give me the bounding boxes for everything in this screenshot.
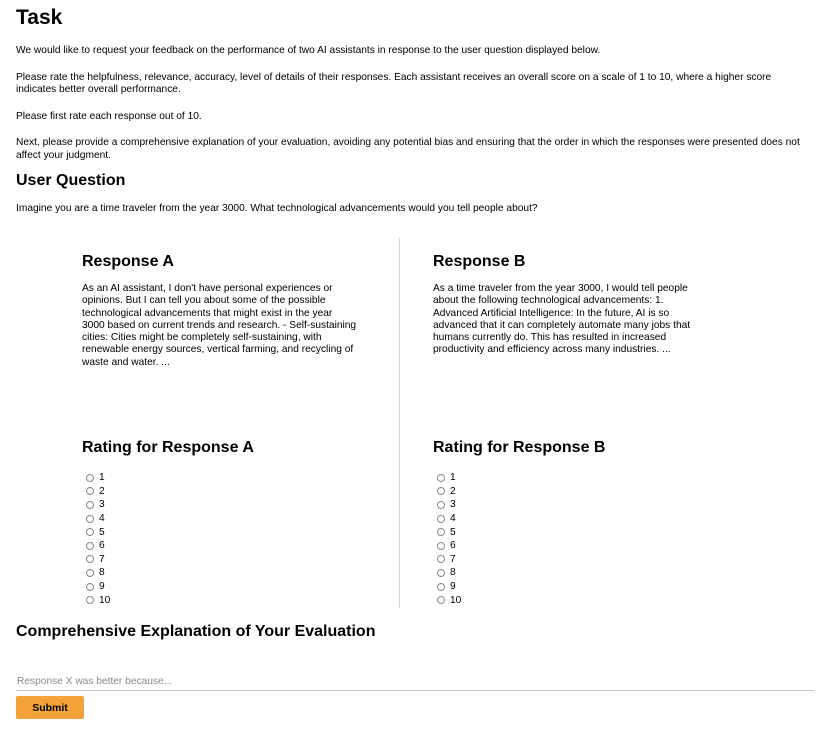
task-instruction-intro: We would like to request your feedback on the performance of two AI assistants in response to the user question displayed below. [16,45,601,56]
rating-option-label: 7 [450,553,456,565]
rating-b-option-3[interactable] [437,498,461,512]
rating-b-option-2[interactable] [437,485,461,499]
rating-a-option-3[interactable] [86,498,110,512]
rating-b-option-5[interactable] [437,525,461,539]
rating-option-label: 8 [450,567,456,579]
submit-button[interactable]: Submit [16,696,84,719]
radio-icon[interactable] [437,528,445,536]
task-instruction-explanation: Next, please provide a comprehensive explanation of your evaluation, avoiding any potential bias and ensuring that the order in which the responses were presented does not affect your judgment. [16,137,800,161]
rating-a-option-9[interactable] [86,580,110,594]
radio-icon[interactable] [86,542,94,550]
rating-option-label: 4 [99,513,105,525]
radio-icon[interactable] [437,474,445,482]
rating-a-option-5[interactable] [86,525,110,539]
radio-icon[interactable] [86,555,94,563]
rating-b-option-9[interactable] [437,580,461,594]
radio-icon[interactable] [437,555,445,563]
rating-a-option-1[interactable] [86,471,110,485]
rating-b-option-6[interactable] [437,539,461,553]
responses-section [0,238,822,608]
explanation-title: Comprehensive Explanation of Your Evaluation [16,623,376,640]
rating-a-option-6[interactable] [86,539,110,553]
response-b-text: As a time traveler from the year 3000, I would tell people about the following technological advancements: 1. Advanced Artificial Intelligence: In the future, AI is so advanced that it can completely automate many jobs that humans currently do. This has resulted in increased productivity and efficiency across many industries. ... [433,283,691,356]
explanation-input[interactable] [16,674,815,691]
radio-icon[interactable] [86,528,94,536]
rating-option-label: 2 [450,485,456,497]
rating-option-label: 8 [99,567,105,579]
radio-icon[interactable] [86,596,94,604]
rating-option-label: 9 [99,581,105,593]
response-a-title: Response A [82,253,174,270]
radio-icon[interactable] [437,542,445,550]
rating-a-option-10[interactable] [86,593,110,607]
rating-b-title: Rating for Response B [433,439,606,456]
rating-a-option-8[interactable] [86,566,110,580]
column-divider [399,238,400,608]
rating-option-label: 1 [99,472,105,484]
rating-option-label: 6 [99,540,105,552]
rating-option-label: 3 [450,499,456,511]
radio-icon[interactable] [86,474,94,482]
rating-b-option-4[interactable] [437,512,461,526]
rating-option-label: 5 [450,526,456,538]
radio-icon[interactable] [437,596,445,604]
radio-icon[interactable] [86,515,94,523]
rating-option-label: 3 [99,499,105,511]
rating-option-label: 2 [99,485,105,497]
rating-option-label: 10 [99,594,111,606]
rating-b-options [437,471,461,607]
response-b-title: Response B [433,253,526,270]
radio-icon[interactable] [86,487,94,495]
response-a-column [82,238,367,606]
user-question-text: Imagine you are a time traveler from the year 3000. What technological advancements would you tell people about? [16,203,538,214]
rating-option-label: 1 [450,472,456,484]
task-instruction-criteria: Please rate the helpfulness, relevance, accuracy, level of details of their responses. Each assistant receives an overall score on a scale of 1 to 10, where a higher score indicates better overall performance. [16,71,772,95]
rating-option-label: 9 [450,581,456,593]
radio-icon[interactable] [86,569,94,577]
rating-option-label: 4 [450,513,456,525]
rating-b-option-1[interactable] [437,471,461,485]
task-page [0,6,822,216]
rating-a-option-4[interactable] [86,512,110,526]
response-b-column [433,238,718,606]
radio-icon[interactable] [437,583,445,591]
rating-b-option-7[interactable] [437,553,461,567]
user-question-title: User Question [16,172,126,189]
radio-icon[interactable] [437,515,445,523]
rating-option-label: 6 [450,540,456,552]
radio-icon[interactable] [437,569,445,577]
rating-a-option-7[interactable] [86,553,110,567]
rating-option-label: 7 [99,553,105,565]
rating-b-option-8[interactable] [437,566,461,580]
task-instruction-rating: Please first rate each response out of 10. [16,110,202,122]
rating-a-title: Rating for Response A [82,439,254,456]
rating-b-option-10[interactable] [437,593,461,607]
rating-a-options [86,471,110,607]
response-a-text: As an AI assistant, I don't have personal experiences or opinions. But I can tell you about some of the possible technological advancements that might exist in the year 3000 based on current trends and research. - Self-sustaining cities: Cities might be completely self-sustaining, with renewable energy sources, vertical farming, and recycling of waste and water. ... [82,283,357,368]
rating-option-label: 5 [99,526,105,538]
rating-option-label: 10 [450,594,462,606]
radio-icon[interactable] [86,583,94,591]
radio-icon[interactable] [437,487,445,495]
radio-icon[interactable] [86,501,94,509]
radio-icon[interactable] [437,501,445,509]
task-title: Task [16,6,63,29]
rating-a-option-2[interactable] [86,485,110,499]
